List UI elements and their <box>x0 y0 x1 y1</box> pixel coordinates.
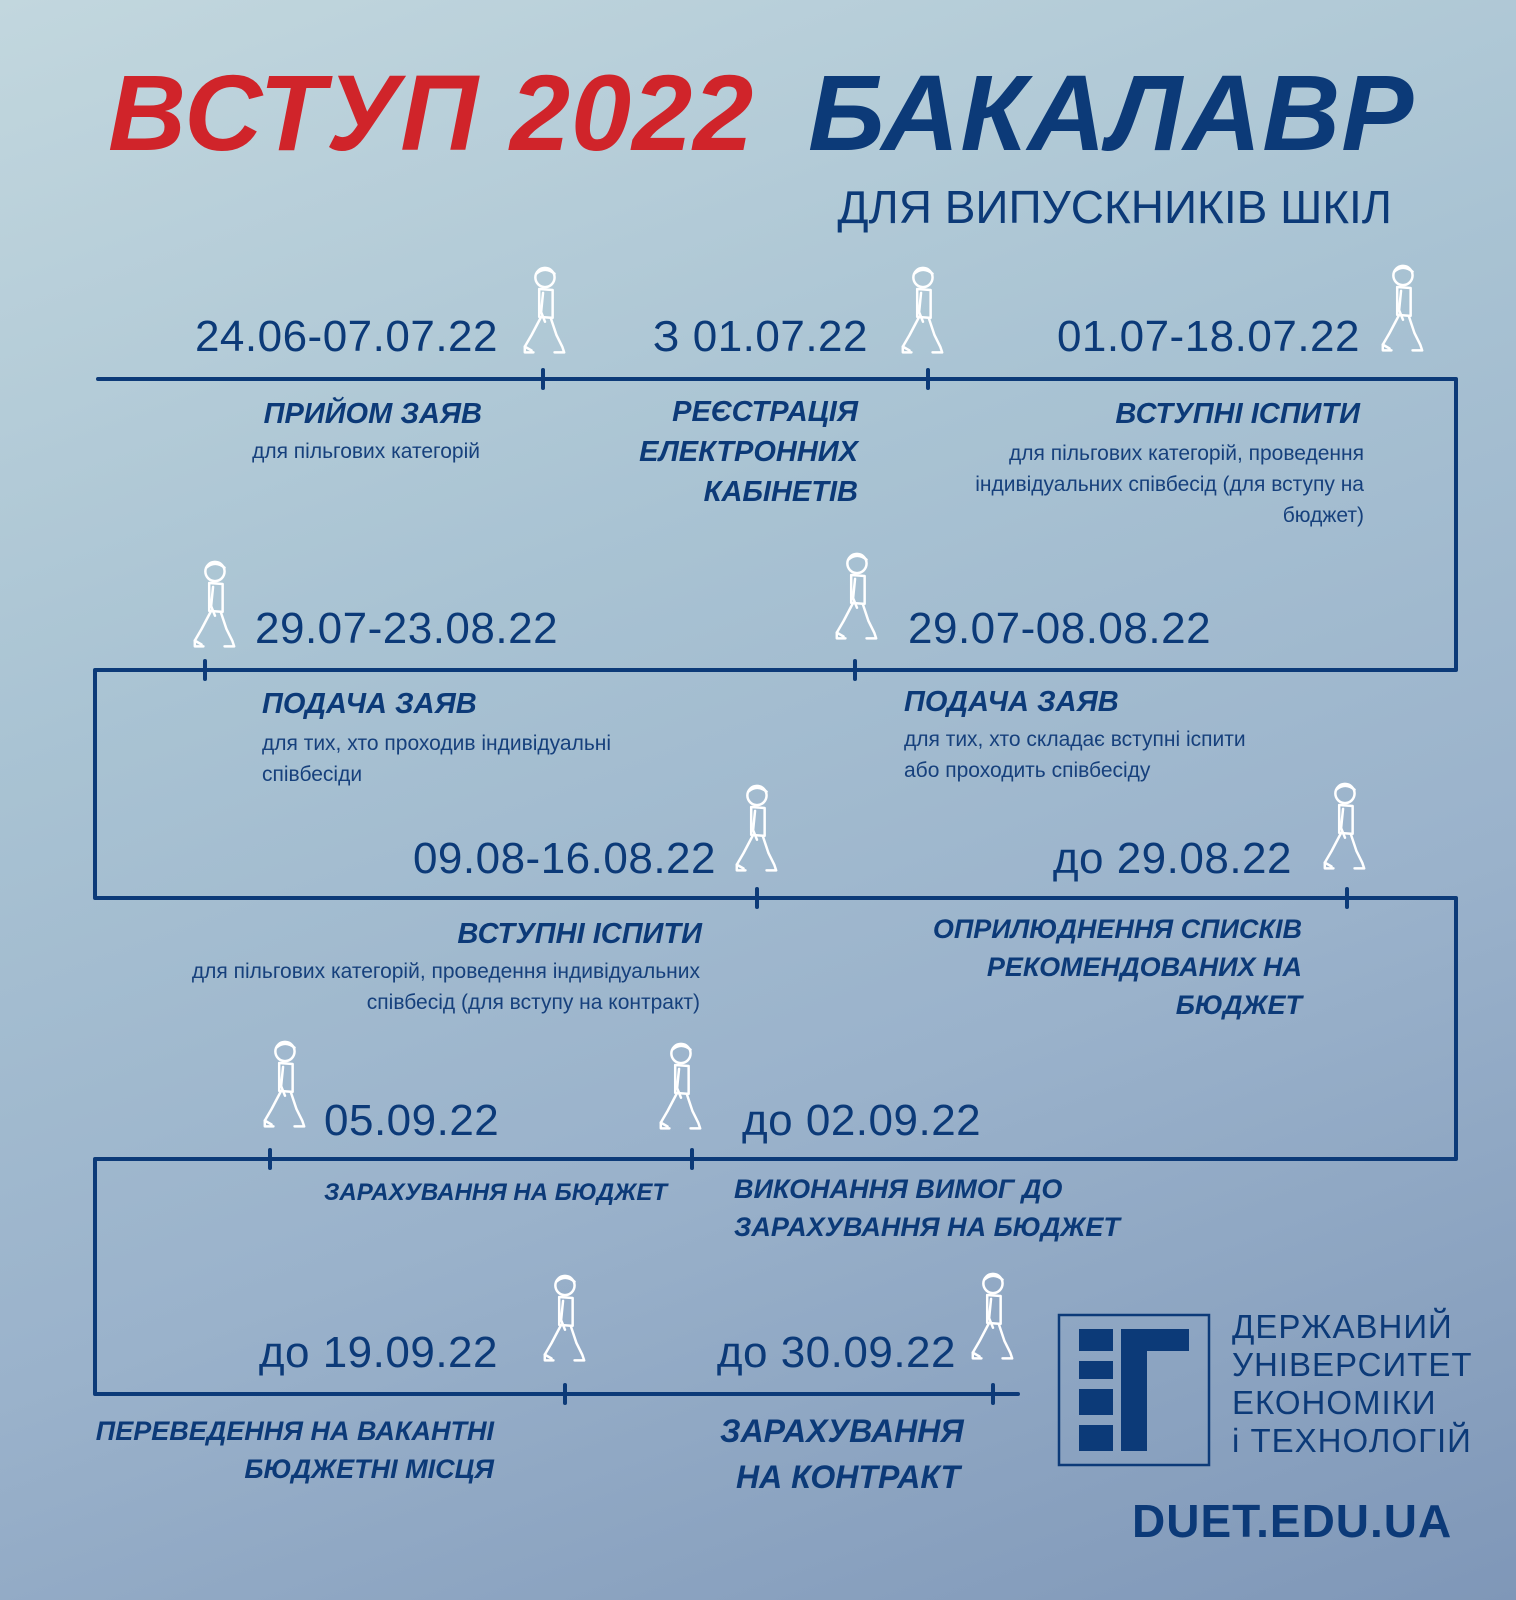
event-2-title: РЕЄСТРАЦІЯ ЕЛЕКТРОННИХ КАБІНЕТІВ <box>639 396 858 508</box>
event-7-title: ОПРИЛЮДНЕННЯ СПИСКІВ РЕКОМЕНДОВАНИХ НА БЮДЖЕТ <box>932 914 1302 1020</box>
university-name-line: і ТЕХНОЛОГІЙ <box>1232 1422 1472 1459</box>
event-6-date: 09.08-16.08.22 <box>412 834 716 883</box>
walking-person-icon <box>1320 778 1368 882</box>
walking-person-icon <box>260 1036 308 1140</box>
event-4-date: 29.07-23.08.22 <box>255 604 559 653</box>
university-name-line: УНІВЕРСИТЕТ <box>1232 1346 1473 1383</box>
walking-person-icon <box>732 780 780 884</box>
website-link[interactable]: DUET.EDU.UA <box>1132 1495 1453 1547</box>
walking-person-icon <box>190 556 238 660</box>
event-1-title: ПРИЙОМ ЗАЯВ <box>263 398 482 430</box>
title-bakalavr: БАКАЛАВР <box>808 52 1415 173</box>
walking-person-icon <box>520 262 568 366</box>
event-5-date: 29.07-08.08.22 <box>908 604 1212 653</box>
event-3-desc: для пільгових категорій, проведення індивідуальних співбесід (для вступу на бюджет) <box>975 442 1364 527</box>
event-9-date: до 02.09.22 <box>742 1096 982 1145</box>
walking-person-icon <box>832 548 880 652</box>
walking-person-icon <box>1378 260 1426 364</box>
walking-person-icon <box>968 1268 1016 1372</box>
event-10-title: ПЕРЕВЕДЕННЯ НА ВАКАНТНІ БЮДЖЕТНІ МІСЦЯ <box>95 1416 494 1484</box>
event-1-desc: для пільгових категорій <box>252 440 480 463</box>
event-2-date: З 01.07.22 <box>652 312 868 361</box>
title-vstup-2022: ВСТУП 2022 <box>108 52 755 173</box>
event-4-title: ПОДАЧА ЗАЯВ <box>262 688 477 720</box>
walking-person-icon <box>656 1038 704 1142</box>
subtitle: ДЛЯ ВИПУСКНИКІВ ШКІЛ <box>837 181 1392 233</box>
event-6-title: ВСТУПНІ ІСПИТИ <box>457 918 702 950</box>
event-10-date: до 19.09.22 <box>258 1328 498 1377</box>
event-9-title: ВИКОНАННЯ ВИМОГ ДО ЗАРАХУВАННЯ НА БЮДЖЕТ <box>734 1174 1120 1242</box>
event-8-date: 05.09.22 <box>324 1096 500 1145</box>
university-name <box>1232 1308 1473 1460</box>
event-5-desc: для тих, хто складає вступні іспити або проходить співбесіду <box>904 728 1246 782</box>
event-1-date: 24.06-07.07.22 <box>194 312 498 361</box>
event-5-title: ПОДАЧА ЗАЯВ <box>904 686 1119 718</box>
event-11-title: ЗАРАХУВАННЯ НА КОНТРАКТ <box>720 1413 964 1495</box>
event-3-date: 01.07-18.07.22 <box>1056 312 1360 361</box>
event-3-title: ВСТУПНІ ІСПИТИ <box>1115 398 1360 430</box>
event-6-desc: для пільгових категорій, проведення індивідуальних співбесід (для вступу на контракт) <box>191 960 700 1014</box>
event-11-date: до 30.09.22 <box>716 1328 956 1377</box>
university-name-line: ЕКОНОМІКИ <box>1232 1384 1437 1421</box>
walking-person-icon <box>540 1270 588 1374</box>
event-4-desc: для тих, хто проходив індивідуальні співбесіди <box>262 732 612 786</box>
walking-person-icon <box>898 262 946 366</box>
event-8-title: ЗАРАХУВАННЯ НА БЮДЖЕТ <box>324 1179 668 1206</box>
event-7-date: до 29.08.22 <box>1052 834 1292 883</box>
university-name-line: ДЕРЖАВНИЙ <box>1232 1308 1453 1345</box>
duet-logo-icon <box>1057 1313 1211 1467</box>
